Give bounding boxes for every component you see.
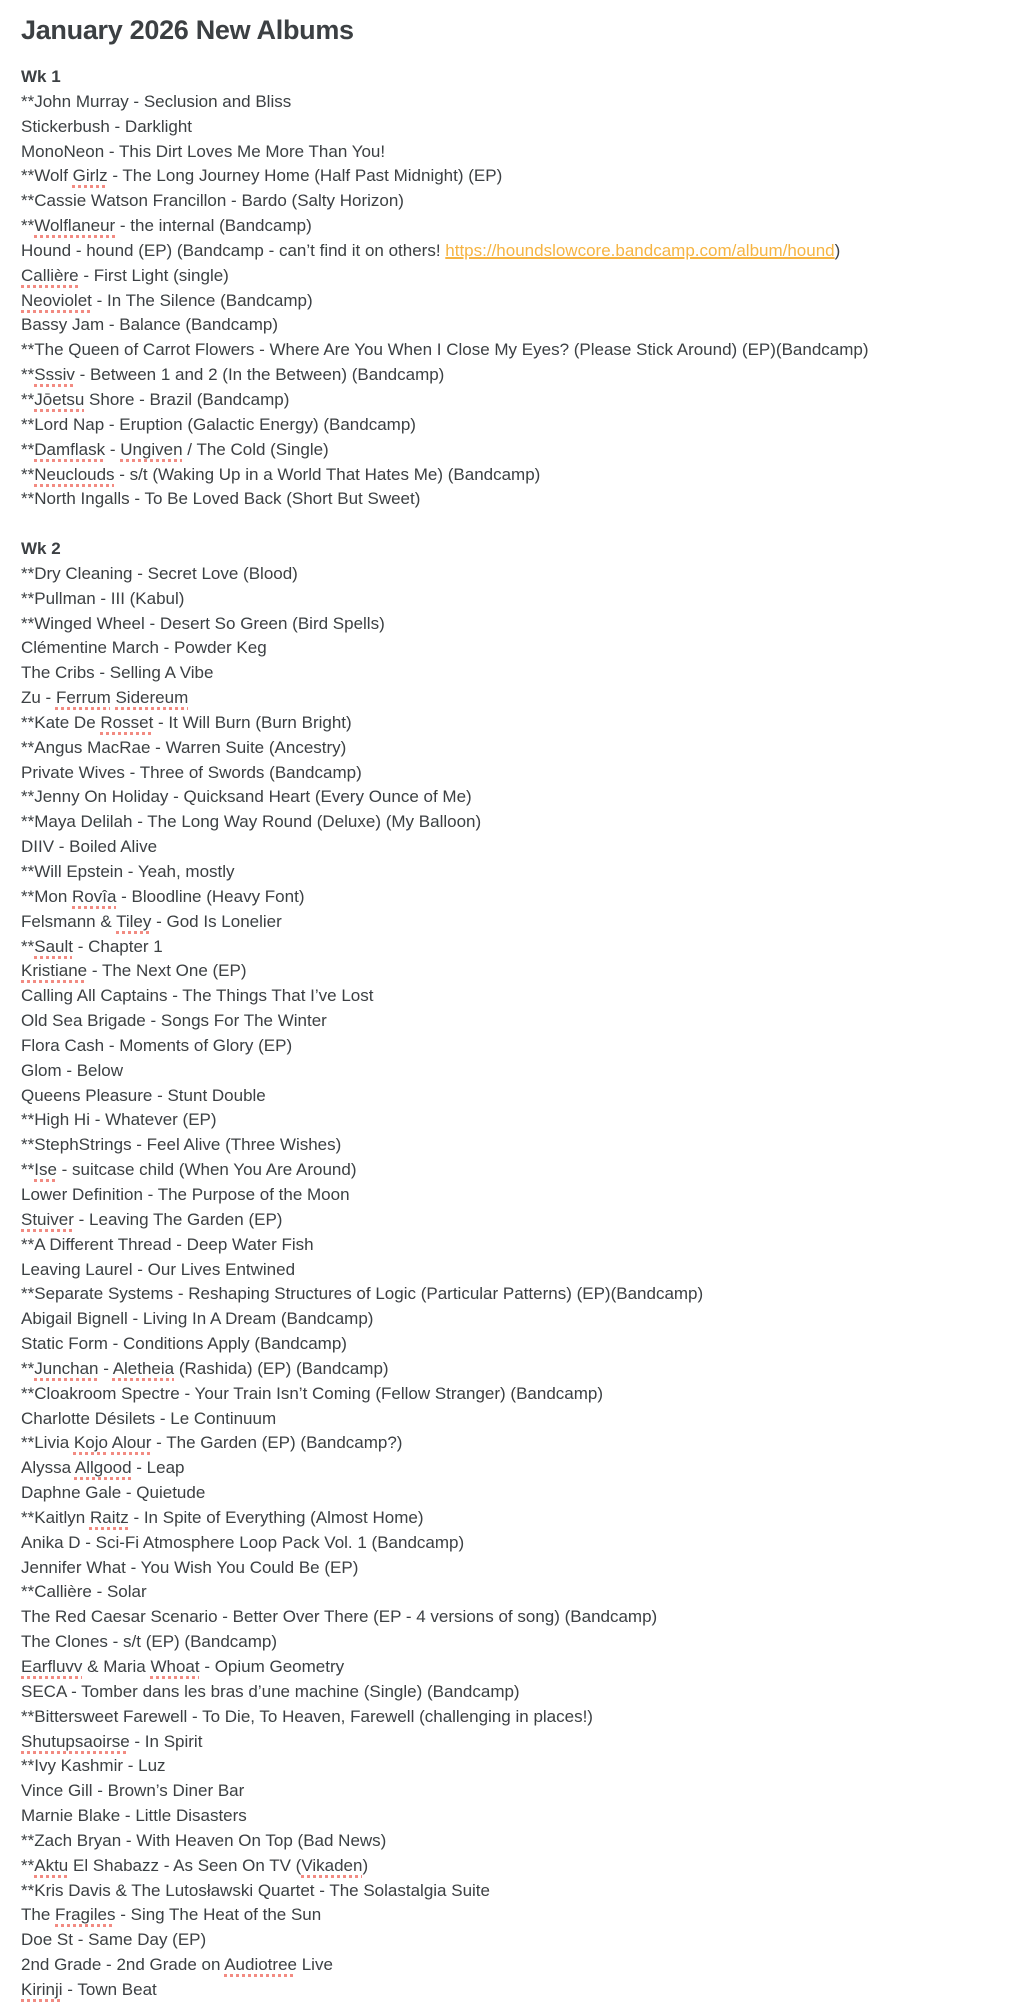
album-text: **Lord Nap - Eruption (Galactic Energy) (Bandcamp) [21, 414, 416, 434]
misspelled-word: Damflask [34, 439, 106, 459]
album-line [21, 338, 1003, 363]
album-text: MonoNeon - This Dirt Loves Me More Than You! [21, 141, 386, 161]
album-line [21, 835, 1003, 860]
misspelled-word: Aktu [34, 1855, 69, 1875]
album-line [21, 1282, 1003, 1307]
album-line [21, 438, 1003, 463]
album-text: Old Sea Brigade - Songs For The Winter [21, 1011, 327, 1031]
album-text: Vince Gill - Brown’s Diner Bar [21, 1781, 245, 1801]
album-line [21, 1034, 1003, 1059]
album-text: Clémentine March - Powder Keg [21, 638, 267, 658]
album-line [21, 239, 1003, 264]
misspelled-word: Audiotree [224, 1955, 297, 1975]
album-text: (Rashida) (EP) (Bandcamp) [174, 1358, 389, 1378]
album-text: ** [21, 365, 35, 385]
album-text: Lower Definition - The Purpose of the Moon [21, 1184, 350, 1204]
album-text: **Kaitlyn [21, 1507, 90, 1527]
album-line [21, 214, 1003, 239]
album-text: **Jenny On Holiday - Quicksand Heart (Every Ounce of Me) [21, 787, 472, 807]
album-text: - Sing The Heat of the Sun [115, 1905, 322, 1925]
misspelled-word: Ferrum [55, 688, 111, 708]
album-line [21, 1655, 1003, 1680]
album-line [21, 1009, 1003, 1034]
misspelled-word: Alour [111, 1433, 152, 1453]
album-text: **John Murray - Seclusion and Bliss [21, 91, 292, 111]
album-line [21, 463, 1003, 488]
album-text: / The Cold (Single) [182, 439, 329, 459]
misspelled-word: Jōetsu [34, 389, 85, 409]
album-text: **Maya Delilah - The Long Way Round (Deluxe) (My Balloon) [21, 812, 482, 832]
album-text: **Kate De [21, 712, 101, 732]
album-text: **StephStrings - Feel Alive (Three Wishes) [21, 1135, 342, 1155]
album-line [21, 1705, 1003, 1730]
album-text: **Wolf [21, 166, 73, 186]
album-text: & Maria [82, 1657, 151, 1676]
week-label: Wk 2 [21, 539, 61, 559]
album-line [21, 1531, 1003, 1556]
album-line [21, 1754, 1003, 1779]
album-line [21, 1407, 1003, 1432]
album-text: - In The Silence (Bandcamp) [91, 290, 313, 310]
album-text: - In Spirit [129, 1731, 203, 1751]
album-line [21, 1804, 1003, 1829]
album-text: Shore - Brazil (Bandcamp) [84, 389, 290, 409]
album-line [21, 959, 1003, 984]
album-text: Leaving Laurel - Our Lives Entwined [21, 1259, 296, 1279]
album-line [21, 1084, 1003, 1109]
album-line [21, 487, 1003, 512]
album-text: Charlotte Désilets - Le Continuum [21, 1408, 277, 1428]
album-text: Jennifer What - You Wish You Could Be (EP) [21, 1557, 359, 1577]
album-text: - Opium Geometry [199, 1657, 345, 1676]
misspelled-word: Girlz [72, 166, 108, 186]
album-line [21, 1928, 1003, 1953]
album-text: Alyssa [21, 1458, 75, 1478]
misspelled-word: Junchan [34, 1358, 99, 1378]
album-text: Zu - [21, 688, 56, 708]
misspelled-word: Whoat [150, 1657, 200, 1676]
album-text: SECA - Tomber dans les bras d’une machine (Single) (Bandcamp) [21, 1681, 520, 1701]
week-section [21, 537, 1003, 2003]
album-line [21, 1680, 1003, 1705]
album-text: ** [21, 439, 35, 459]
album-text: **The Queen of Carrot Flowers - Where Are You When I Close My Eyes? (Please Stick Around) (EP)(Bandcamp) [21, 340, 869, 360]
page-title: January 2026 New Albums [21, 15, 354, 45]
album-line [21, 164, 1003, 189]
week-section [21, 65, 1003, 512]
misspelled-word: Raitz [89, 1507, 129, 1527]
album-text: - The Long Journey Home (Half Past Midnight) (EP) [107, 166, 503, 186]
album-line [21, 736, 1003, 761]
album-text: **Will Epstein - Yeah, mostly [21, 862, 235, 881]
misspelled-word: Ise [34, 1160, 57, 1180]
album-line [21, 1357, 1003, 1382]
misspelled-word: Stuiver [21, 1209, 74, 1229]
album-line [21, 612, 1003, 637]
album-text: Flora Cash - Moments of Glory (EP) [21, 1035, 293, 1055]
album-text: Daphne Gale - Quietude [21, 1483, 206, 1503]
album-line [21, 1208, 1003, 1233]
album-text: **Cassie Watson Francillon - Bardo (Salty Horizon) [21, 191, 404, 211]
album-text: Hound - hound (EP) (Bandcamp - can’t find it on others! [21, 240, 446, 260]
album-text: Glom - Below [21, 1060, 124, 1080]
album-text: **Zach Bryan - With Heaven On Top (Bad News) [21, 1830, 387, 1850]
album-line [21, 1183, 1003, 1208]
misspelled-word: Ungiven [120, 439, 183, 459]
misspelled-word: Kirinji [21, 1979, 63, 1999]
album-text: - Town Beat [62, 1979, 157, 1999]
album-text: **North Ingalls - To Be Loved Back (Short But Sweet) [21, 489, 421, 509]
misspelled-word: Callière [21, 265, 79, 285]
misspelled-word: Fragiles [55, 1905, 116, 1925]
album-line [21, 1829, 1003, 1854]
album-line [21, 984, 1003, 1009]
misspelled-word: Allgood [74, 1458, 132, 1478]
album-line [21, 810, 1003, 835]
album-line [21, 1307, 1003, 1332]
album-text: Queens Pleasure - Stunt Double [21, 1085, 266, 1105]
misspelled-word: Kristiane [21, 961, 88, 981]
album-text: ** [21, 936, 35, 956]
album-list [21, 65, 1003, 2003]
album-line [21, 1556, 1003, 1581]
album-line [21, 562, 1003, 587]
album-line [21, 1903, 1003, 1928]
album-text: - In Spite of Everything (Almost Home) [128, 1507, 424, 1527]
album-line [21, 1332, 1003, 1357]
album-text: **A Different Thread - Deep Water Fish [21, 1234, 314, 1254]
album-text: **High Hi - Whatever (EP) [21, 1110, 217, 1130]
album-text: - First Light (single) [78, 265, 229, 285]
album-line [21, 363, 1003, 388]
album-text: **Kris Davis & The Lutosławski Quartet - The Solastalgia Suite [21, 1880, 490, 1900]
album-line [21, 189, 1003, 214]
album-text: ** [21, 1855, 35, 1875]
album-line [21, 1605, 1003, 1630]
album-text: **Dry Cleaning - Secret Love (Blood) [21, 563, 298, 583]
album-line [21, 711, 1003, 736]
album-text: - Bloodline (Heavy Font) [116, 886, 305, 906]
album-text: Live [296, 1955, 333, 1975]
album-text: **Cloakroom Spectre - Your Train Isn’t Coming (Fellow Stranger) (Bandcamp) [21, 1383, 604, 1403]
album-text: - Leap [131, 1458, 185, 1478]
album-line [21, 761, 1003, 786]
album-line [21, 289, 1003, 314]
album-line [21, 1879, 1003, 1904]
album-line [21, 1730, 1003, 1755]
album-text: - s/t (Waking Up in a World That Hates Me) (Bandcamp) [114, 464, 541, 484]
misspelled-word: Neoviolet [21, 290, 92, 310]
misspelled-word: Sidereum [115, 688, 189, 708]
album-line [21, 1059, 1003, 1084]
album-text: ** [21, 216, 35, 236]
album-text: **Callière - Solar [21, 1582, 147, 1602]
misspelled-word: Sault [34, 936, 73, 956]
album-line [21, 1506, 1003, 1531]
misspelled-word: Tiley [116, 911, 152, 931]
album-line [21, 910, 1003, 935]
album-line [21, 1481, 1003, 1506]
album-line [21, 785, 1003, 810]
album-line [21, 264, 1003, 289]
album-text: - The Garden (EP) (Bandcamp?) [151, 1433, 403, 1453]
album-line [21, 1158, 1003, 1183]
album-line [21, 1108, 1003, 1133]
album-text: The Cribs - Selling A Vibe [21, 663, 214, 683]
album-text: Felsmann & [21, 911, 117, 931]
misspelled-word: Shutupsaoirse [21, 1731, 130, 1751]
album-line [21, 860, 1003, 885]
album-line [21, 1630, 1003, 1655]
misspelled-word: Aletheia [112, 1358, 175, 1378]
misspelled-word: Vikaden [301, 1855, 363, 1875]
album-line [21, 587, 1003, 612]
album-line [21, 636, 1003, 661]
album-text: **Bittersweet Farewell - To Die, To Heaven, Farewell (challenging in places!) [21, 1706, 593, 1726]
album-text: Stickerbush - Darklight [21, 116, 193, 136]
album-text: - the internal (Bandcamp) [115, 216, 312, 236]
album-line [21, 1456, 1003, 1481]
album-text: ) [362, 1855, 369, 1875]
album-line [21, 1953, 1003, 1978]
album-text: - God Is Lonelier [151, 911, 282, 931]
misspelled-word: Wolflaneur [34, 216, 116, 236]
album-text: - [98, 1358, 113, 1378]
album-line [21, 1133, 1003, 1158]
week-label: Wk 1 [21, 67, 61, 86]
album-text: Bassy Jam - Balance (Bandcamp) [21, 315, 278, 335]
misspelled-word: Neuclouds [34, 464, 115, 484]
album-text: ** [21, 464, 35, 484]
album-text: **Pullman - III (Kabul) [21, 588, 185, 608]
album-line [21, 661, 1003, 686]
misspelled-word: Sssiv [34, 365, 75, 385]
album-text: - It Will Burn (Burn Bright) [153, 712, 352, 732]
album-text: Doe St - Same Day (EP) [21, 1930, 207, 1950]
album-text: - Chapter 1 [72, 936, 163, 956]
album-line [21, 935, 1003, 960]
album-text: ** [21, 1358, 35, 1378]
album-line [21, 1431, 1003, 1456]
album-line [21, 1580, 1003, 1605]
album-text: **Ivy Kashmir - Luz [21, 1756, 166, 1776]
album-text: El Shabazz - As Seen On TV ( [68, 1855, 302, 1875]
album-text: **Winged Wheel - Desert So Green (Bird Spells) [21, 613, 385, 633]
album-line [21, 1233, 1003, 1258]
album-text: The Clones - s/t (EP) (Bandcamp) [21, 1632, 278, 1652]
album-line [21, 388, 1003, 413]
album-line [21, 90, 1003, 115]
album-text: Abigail Bignell - Living In A Dream (Bandcamp) [21, 1309, 374, 1329]
misspelled-word: Earfluvv [21, 1657, 83, 1676]
album-text: **Mon [21, 886, 73, 906]
misspelled-word: Kojo [73, 1433, 108, 1453]
misspelled-word: Rovîa [72, 886, 117, 906]
bandcamp-link[interactable]: https://houndslowcore.bandcamp.com/album/hound [445, 240, 835, 260]
album-text: **Angus MacRae - Warren Suite (Ancestry) [21, 737, 347, 757]
album-text: Anika D - Sci-Fi Atmosphere Loop Pack Vol. 1 (Bandcamp) [21, 1532, 465, 1552]
album-text: - The Next One (EP) [87, 961, 247, 981]
album-text: Marnie Blake - Little Disasters [21, 1806, 247, 1826]
album-text: ** [21, 1160, 35, 1180]
album-line [21, 885, 1003, 910]
album-line [21, 1779, 1003, 1804]
album-text: ) [834, 240, 841, 260]
album-line [21, 140, 1003, 165]
album-text: **Separate Systems - Reshaping Structures of Logic (Particular Patterns) (EP)(Bandcamp) [21, 1284, 704, 1304]
album-text: - suitcase child (When You Are Around) [56, 1160, 357, 1180]
album-line [21, 1978, 1003, 2003]
album-text: Private Wives - Three of Swords (Bandcamp) [21, 762, 362, 782]
album-text: - [105, 439, 121, 459]
album-text: - Between 1 and 2 (In the Between) (Bandcamp) [74, 365, 445, 385]
album-text: 2nd Grade - 2nd Grade on [21, 1955, 225, 1975]
album-text: The Red Caesar Scenario - Better Over There (EP - 4 versions of song) (Bandcamp) [21, 1607, 658, 1627]
album-text: Calling All Captains - The Things That I’ve Lost [21, 986, 374, 1006]
album-text: Static Form - Conditions Apply (Bandcamp) [21, 1334, 347, 1354]
album-text: **Livia [21, 1433, 74, 1453]
album-line [21, 1854, 1003, 1879]
album-line [21, 1258, 1003, 1283]
album-text: The [21, 1905, 56, 1925]
album-text: - Leaving The Garden (EP) [73, 1209, 283, 1229]
album-text: ** [21, 389, 35, 409]
album-line [21, 413, 1003, 438]
album-text: DIIV - Boiled Alive [21, 837, 158, 857]
album-line [21, 115, 1003, 140]
album-line [21, 313, 1003, 338]
album-line [21, 686, 1003, 711]
album-line [21, 1382, 1003, 1407]
misspelled-word: Rosset [100, 712, 154, 732]
